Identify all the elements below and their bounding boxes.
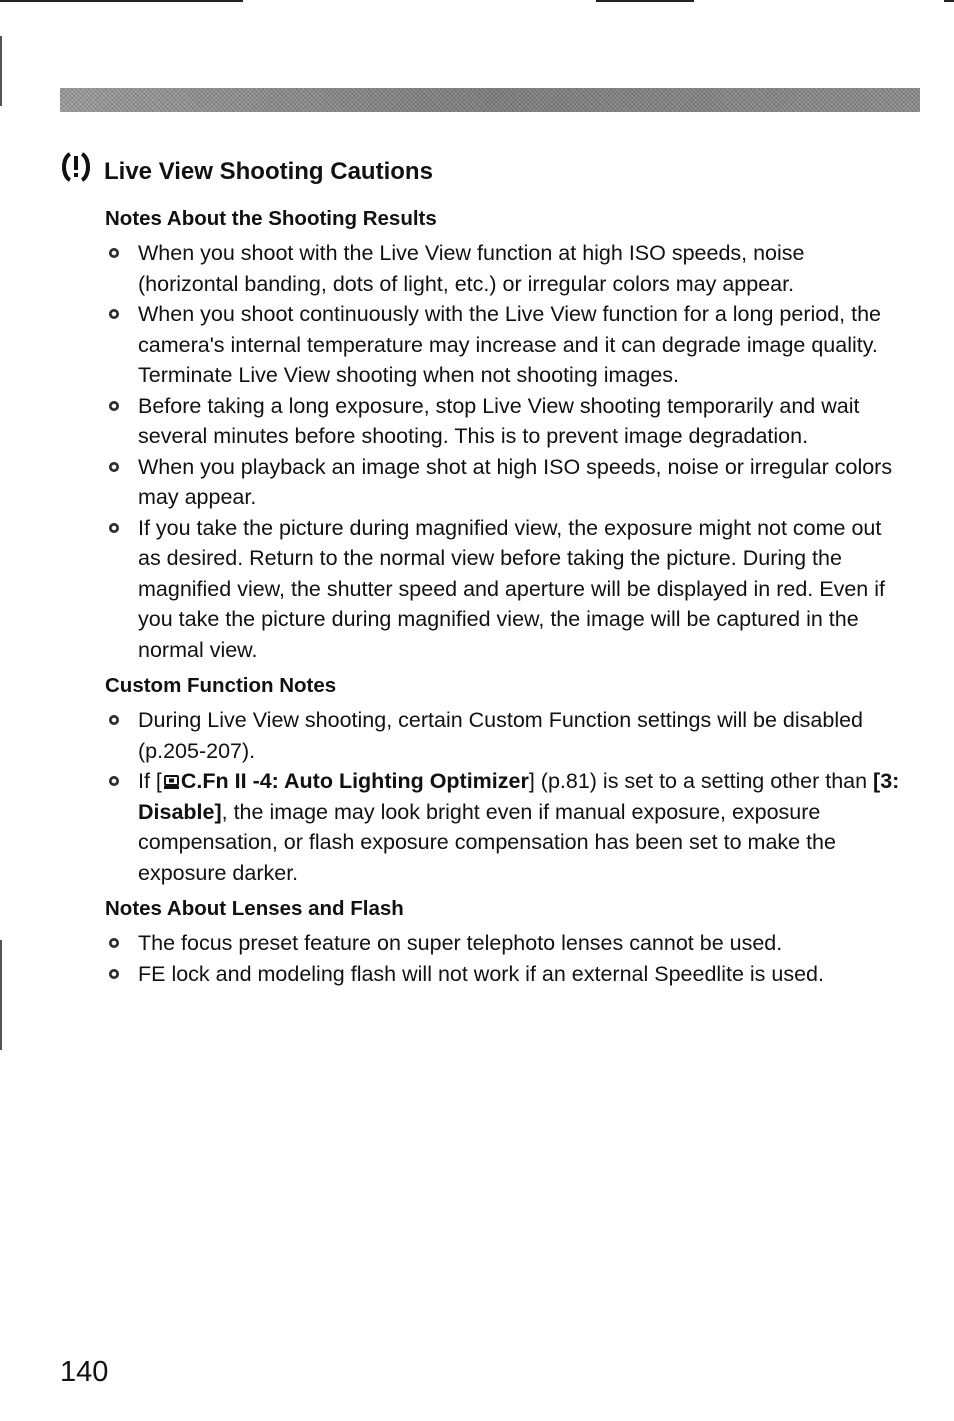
lenses-flash-list — [105, 928, 905, 989]
shooting-results-list — [105, 238, 905, 665]
binding-edge-mark — [0, 940, 2, 1050]
list-item: FE lock and modeling flash will not work if an external Speedlite is used. — [105, 959, 905, 990]
binding-edge-mark — [0, 36, 2, 106]
bullet-icon — [109, 248, 119, 258]
bullet-icon — [109, 715, 119, 725]
bullet-icon — [109, 462, 119, 472]
optimizer-suffix: , the image may look bright even if manual exposure, exposure compensation, or flash exposure compensation has been set to make the exposure darker. — [138, 799, 836, 885]
list-item: When you playback an image shot at high ISO speeds, noise or irregular colors may appear. — [105, 452, 905, 513]
subheading-custom-function: Custom Function Notes — [105, 674, 337, 697]
top-crop-rule — [0, 0, 243, 2]
top-crop-rule — [596, 0, 694, 2]
bullet-icon — [109, 309, 119, 319]
subheading-shooting-results: Notes About the Shooting Results — [105, 207, 437, 230]
list-item — [105, 766, 905, 888]
bullet-icon — [109, 523, 119, 533]
page-reference: ] (p.81) is set to a setting other than — [528, 769, 874, 793]
list-item: When you shoot with the Live View function at high ISO speeds, noise (horizontal banding, dots of light, etc.) or irregular colors may appear. — [105, 238, 905, 299]
list-item: Before taking a long exposure, stop Live View shooting temporarily and wait several minutes before shooting. This is to prevent image degradation. — [105, 391, 905, 452]
optimizer-prefix: If [ — [138, 769, 162, 793]
bullet-icon — [109, 938, 119, 948]
bullet-icon — [109, 969, 119, 979]
list-item: The focus preset feature on super telephoto lenses cannot be used. — [105, 928, 905, 959]
list-item: During Live View shooting, certain Custom Function settings will be disabled (p.205-207). — [105, 705, 905, 766]
custom-function-list — [105, 705, 905, 888]
cfn-label: C.Fn II -4: Auto Lighting Optimizer — [180, 769, 529, 793]
list-item: When you shoot continuously with the Live View function for a long period, the camera's internal temperature may increase and it can degrade image quality. Terminate Live View shooting when not shooting images. — [105, 299, 905, 391]
cautions-content — [105, 204, 905, 989]
page-number: 140 — [60, 1356, 109, 1388]
section-title: Live View Shooting Cautions — [104, 158, 433, 185]
caution-icon — [60, 152, 92, 182]
bullet-icon — [109, 776, 119, 786]
subheading-lenses-flash: Notes About Lenses and Flash — [105, 897, 404, 920]
custom-function-icon — [163, 774, 180, 790]
bullet-icon — [109, 401, 119, 411]
list-item: If you take the picture during magnified view, the exposure might not come out as desired. Return to the normal view before taking the picture. During the magnified view, the shutter speed and aperture will be displayed in red. Even if you take the picture during magnified view, the image will be captured in the normal view. — [105, 513, 905, 666]
disable-label: [3: Disable] — [138, 769, 900, 824]
header-band — [60, 88, 920, 112]
top-crop-rule — [944, 0, 954, 2]
